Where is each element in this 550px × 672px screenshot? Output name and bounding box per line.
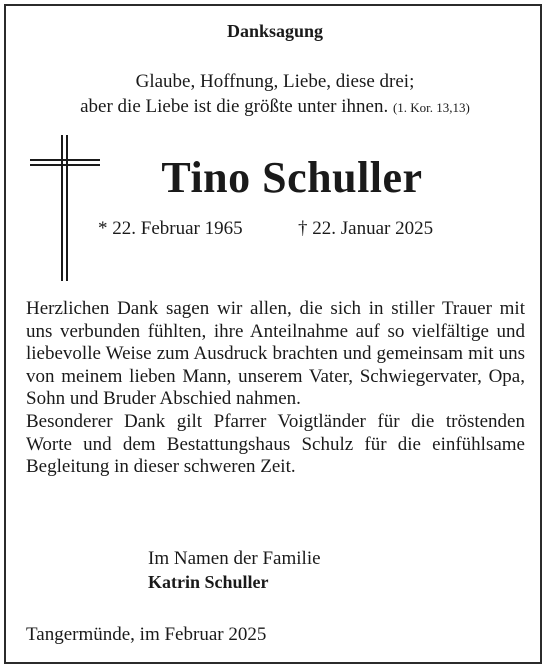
verse-line-1-text: Glaube, Hoffnung, Liebe, diese drei; (135, 71, 415, 92)
birth-date: * 22. Februar 1965 (98, 218, 243, 239)
signature-name: Katrin Schuller (148, 572, 269, 592)
notice-heading: Danksagung (226, 21, 324, 41)
verse-line-2 (0, 95, 550, 120)
deceased-name: Tino Schuller (161, 153, 423, 202)
verse-line-2-text: aber die Liebe ist die größte unter ihnen. (80, 96, 389, 117)
place-and-date: Tangermünde, im Februar 2025 (26, 624, 267, 645)
thanks-text (26, 298, 525, 479)
thanks-paragraph-2: Besonderer Dank gilt Pfarrer Voigtländer für die tröstenden Worte und dem Bestattungshaus Schulz für die einfühlsame Begleitung in dieser schweren Zeit. (26, 410, 525, 478)
death-date: † 22. Januar 2025 (298, 218, 434, 239)
signature-intro: Im Namen der Familie (148, 548, 321, 569)
verse-reference: (1. Kor. 13,13) (392, 100, 470, 115)
verse-line-1 (0, 70, 550, 94)
thanks-paragraph-1: Herzlichen Dank sagen wir allen, die sich in stiller Trauer mit uns verbunden fühlten, ihre Anteilnahme auf so vielfältige und liebevolle Weise zum Ausdruck brachten und gemeinsam mit uns von meinem lieben Mann, unserem Vater, Schwiegervater, Opa, Sohn und Bruder Abschied nahmen. (26, 298, 525, 410)
